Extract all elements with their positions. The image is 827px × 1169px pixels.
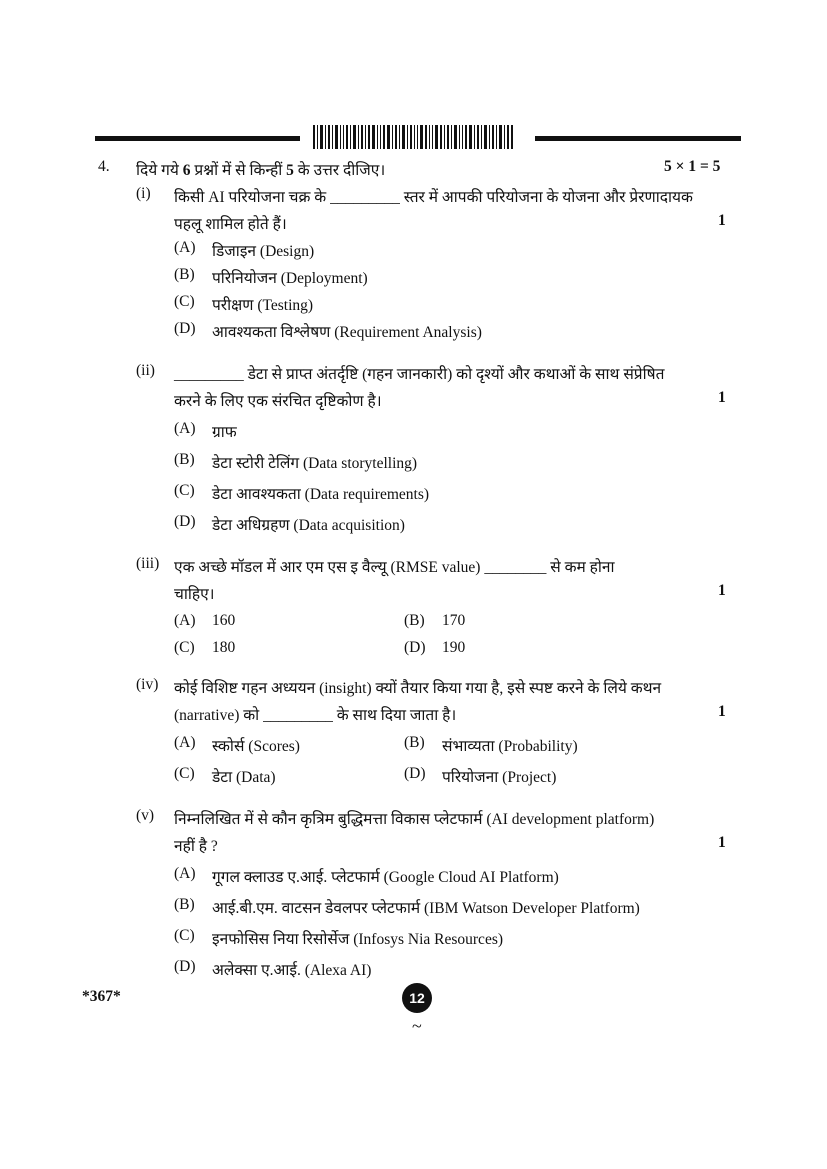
option-text: डेटा (Data) <box>212 769 276 786</box>
subquestion-text: नहीं है ? <box>174 838 218 855</box>
option-label: (A) <box>174 239 196 256</box>
subquestion-text: पहलू शामिल होते हैं। <box>174 216 287 233</box>
option-label: (D) <box>174 320 196 337</box>
subquestion-text: करने के लिए एक संरचित दृष्टिकोण है। <box>174 393 382 410</box>
page-number: 12 <box>402 983 432 1013</box>
tilde-mark: ~ <box>412 1016 422 1036</box>
option-text: इनफोसिस निया रिसोर्सेज (Infosys Nia Resources) <box>212 931 504 948</box>
subquestion-text: कोई विशिष्ट गहन अध्ययन (insight) क्यों तैयार किया गया है, इसे स्पष्ट करने के लिये कथन <box>174 680 662 697</box>
subquestion-text: (narrative) को _________ के साथ दिया जाता है। <box>174 707 457 724</box>
option-label: (D) <box>404 639 426 656</box>
option-text: ग्राफ <box>212 424 237 441</box>
option-label: (D) <box>174 513 196 530</box>
option-label: (A) <box>174 734 196 751</box>
option-label: (C) <box>174 639 195 656</box>
option-text: आई.बी.एम. वाटसन डेवलपर प्लेटफार्म (IBM Watson Developer Platform) <box>212 900 640 917</box>
right-rule <box>535 136 741 141</box>
option-text: 180 <box>212 639 236 656</box>
option-text: डिजाइन (Design) <box>212 243 315 260</box>
option-text: डेटा आवश्यकता (Data requirements) <box>212 486 430 503</box>
option-text: संभाव्यता (Probability) <box>442 738 578 755</box>
option-text: स्कोर्स (Scores) <box>212 738 300 755</box>
subquestion-number: (iii) <box>136 555 160 572</box>
option-label: (B) <box>404 734 425 751</box>
subquestion-number: (ii) <box>136 362 155 379</box>
subquestion-text: किसी AI परियोजना चक्र के _________ स्तर में आपकी परियोजना के योजना और प्रेरणादायक <box>174 189 693 206</box>
option-label: (A) <box>174 612 196 629</box>
option-label: (A) <box>174 865 196 882</box>
option-text: परीक्षण (Testing) <box>212 297 314 314</box>
subquestion-text: _________ डेटा से प्राप्त अंतर्दृष्टि (गहन जानकारी) को दृश्यों और कथाओं के साथ संप्रेषित <box>174 366 665 383</box>
option-text: आवश्यकता विश्लेषण (Requirement Analysis) <box>212 324 482 341</box>
paper-code: *367* <box>82 988 121 1005</box>
option-label: (A) <box>174 420 196 437</box>
question-instruction <box>136 158 385 180</box>
instruction-count-total: 6 <box>182 162 191 179</box>
option-text: गूगल क्लाउड ए.आई. प्लेटफार्म (Google Cloud AI Platform) <box>212 869 559 886</box>
option-label: (B) <box>174 266 195 283</box>
subquestion-number: (i) <box>136 185 151 202</box>
option-label: (C) <box>174 482 195 499</box>
option-label: (B) <box>404 612 425 629</box>
instruction-part-e: के उत्तर दीजिए। <box>293 162 386 179</box>
question-number: 4. <box>98 158 110 175</box>
instruction-part-c: प्रश्नों में से किन्हीं <box>190 162 287 179</box>
option-text: 190 <box>442 639 466 656</box>
question-mark: 1 <box>718 834 726 851</box>
option-text: 160 <box>212 612 236 629</box>
subquestion-number: (v) <box>136 807 155 824</box>
option-label: (B) <box>174 451 195 468</box>
left-rule <box>95 136 300 141</box>
option-label: (C) <box>174 293 195 310</box>
question-mark: 1 <box>718 212 726 229</box>
subquestion-text: चाहिए। <box>174 586 215 603</box>
instruction-part-a: दिये गये <box>136 162 183 179</box>
option-label: (D) <box>404 765 426 782</box>
question-mark: 1 <box>718 703 726 720</box>
subquestion-text: एक अच्छे मॉडल में आर एम एस इ वैल्यू (RMSE value) ________ से कम होना <box>174 559 615 576</box>
option-text: डेटा अधिग्रहण (Data acquisition) <box>212 517 405 534</box>
option-text: अलेक्सा ए.आई. (Alexa AI) <box>212 962 372 979</box>
option-text: परिनियोजन (Deployment) <box>212 270 368 287</box>
option-text: परियोजना (Project) <box>442 769 557 786</box>
subquestion-text: निम्नलिखित में से कौन कृत्रिम बुद्धिमत्ता विकास प्लेटफार्म (AI development platform) <box>174 811 655 828</box>
option-label: (C) <box>174 927 195 944</box>
question-mark: 1 <box>718 389 726 406</box>
option-text: डेटा स्टोरी टेलिंग (Data storytelling) <box>212 455 418 472</box>
barcode-icon <box>313 125 513 149</box>
question-mark: 1 <box>718 582 726 599</box>
subquestion-number: (iv) <box>136 676 159 693</box>
option-label: (D) <box>174 958 196 975</box>
option-label: (B) <box>174 896 195 913</box>
instruction-count-required: 5 <box>286 162 294 179</box>
option-label: (C) <box>174 765 195 782</box>
total-marks: 5 × 1 = 5 <box>664 158 721 175</box>
option-text: 170 <box>442 612 466 629</box>
